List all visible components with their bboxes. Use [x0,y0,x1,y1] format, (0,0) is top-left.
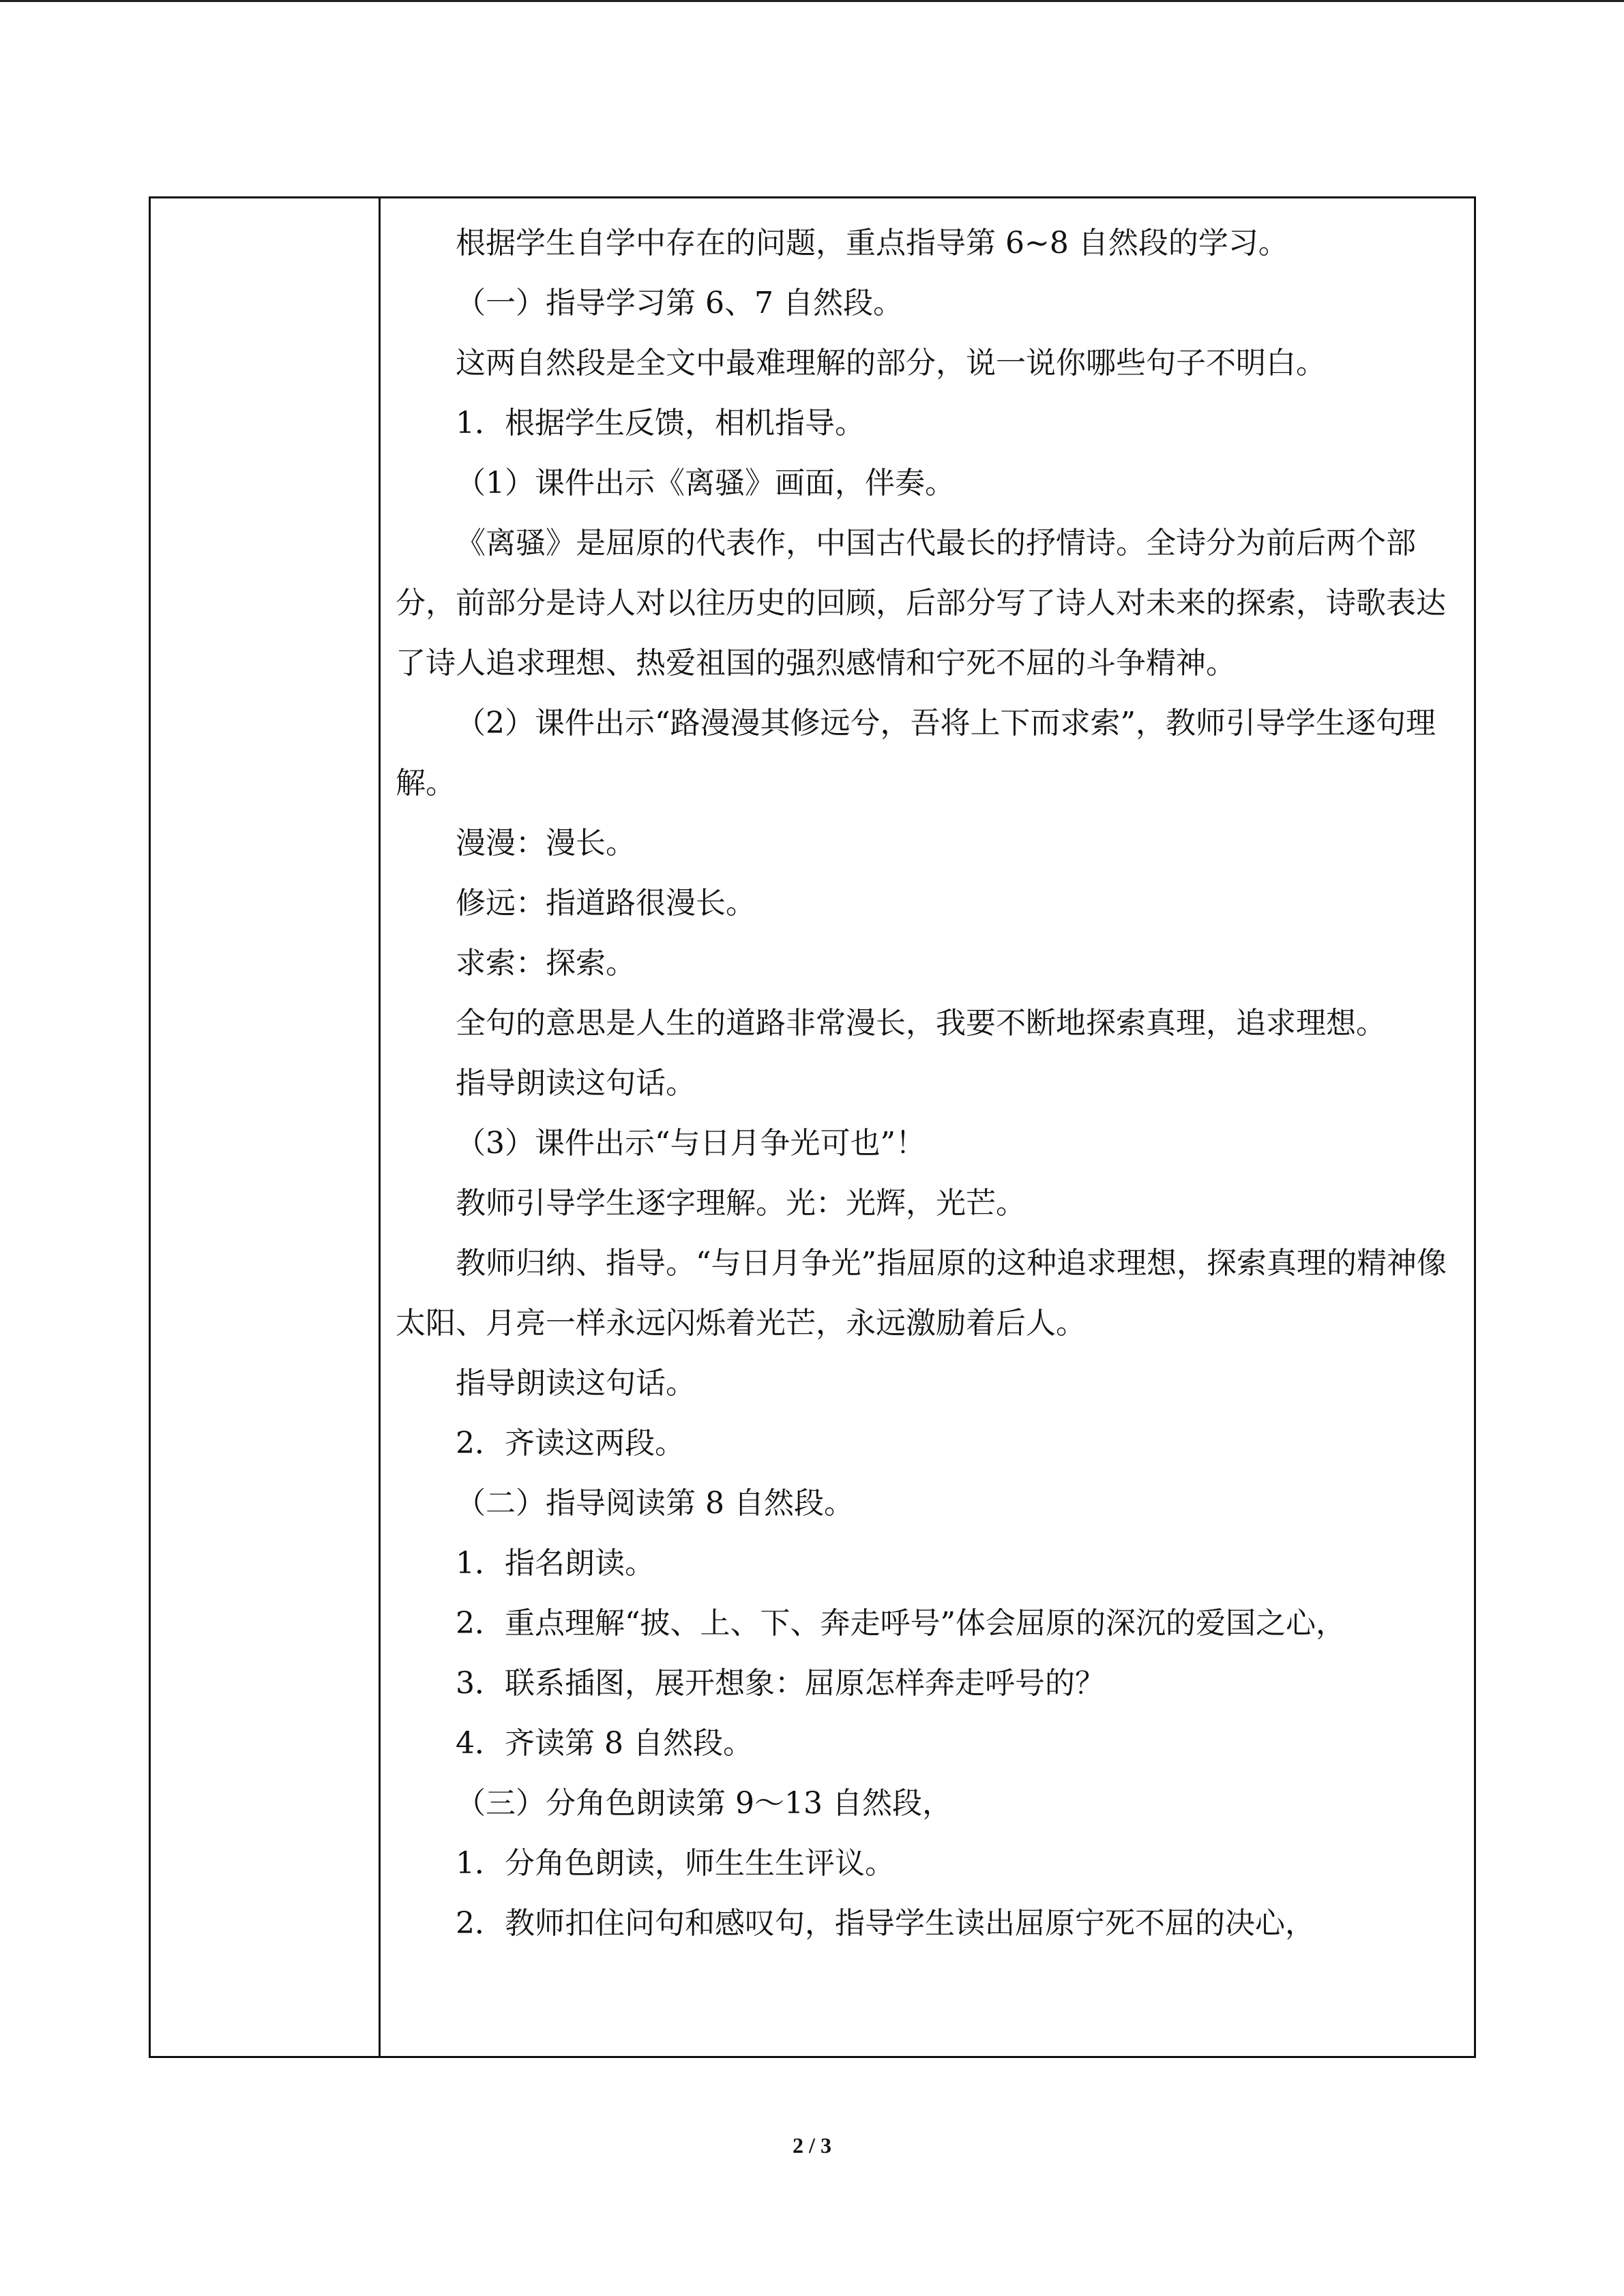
paragraph: 修远：指道路很漫长。 [456,886,756,921]
paragraph: 教师引导学生逐字理解。光：光辉，光芒。 [456,1186,1026,1221]
paragraph: （3）课件出示“与日月争光可也”！ [456,1126,926,1161]
paragraph: 指导朗读这句话。 [456,1366,696,1401]
paragraph: 2．重点理解“披、上、下、奔走呼号”体会屈原的深沉的爱国之心， [456,1606,1346,1641]
paragraph: 根据学生自学中存在的问题，重点指导第 6~8 自然段的学习。 [456,226,1288,260]
table-content-cell [381,198,1474,2056]
paragraph: 这两自然段是全文中最难理解的部分，说一说你哪些句子不明白。 [456,346,1326,381]
page-number: 2 / 3 [793,2133,831,2158]
paragraph: 3．联系插图，展开想象：屈原怎样奔走呼号的？ [456,1666,1105,1701]
paragraph: 1．分角色朗读，师生生生评议。 [456,1846,895,1881]
top-border-line [0,0,1624,2]
lesson-table [149,196,1476,2058]
paragraph: （2）课件出示“路漫漫其修远兮，吾将上下而求索”，教师引导学生逐句理解。 [396,706,1436,801]
paragraph: 1．指名朗读。 [456,1546,655,1581]
table-left-cell [151,198,381,2056]
paragraph: （1）课件出示《离骚》画面，伴奏。 [456,466,955,501]
paragraph: （三）分角色朗读第 9～13 自然段， [456,1786,952,1821]
paragraph: 2．教师扣住问句和感叹句，指导学生读出屈原宁死不屈的决心， [456,1906,1315,1941]
paragraph: 《离骚》是屈原的代表作，中国古代最长的抒情诗。全诗分为前后两个部分，前部分是诗人对以往历史的回顾，后部分写了诗人对未来的探索，诗歌表达了诗人追求理想、热爱祖国的强烈感情和宁死不屈的斗争精神。 [396,526,1446,681]
paragraph: （一）指导学习第 6、7 自然段。 [456,286,903,320]
paragraph: 全句的意思是人生的道路非常漫长，我要不断地探索真理，追求理想。 [456,1006,1386,1041]
paragraph: 指导朗读这句话。 [456,1066,696,1101]
paragraph: 2．齐读这两段。 [456,1426,685,1461]
paragraph: 1．根据学生反馈，相机指导。 [456,406,865,441]
paragraph: （二）指导阅读第 8 自然段。 [456,1486,854,1521]
paragraph: 求索：探索。 [456,946,636,981]
paragraph: 4．齐读第 8 自然段。 [456,1726,753,1761]
paragraph: 漫漫：漫长。 [456,826,636,861]
paragraph: 教师归纳、指导。“与日月争光”指屈原的这种追求理想，探索真理的精神像太阳、月亮一样永远闪烁着光芒，永远激励着后人。 [396,1246,1447,1341]
